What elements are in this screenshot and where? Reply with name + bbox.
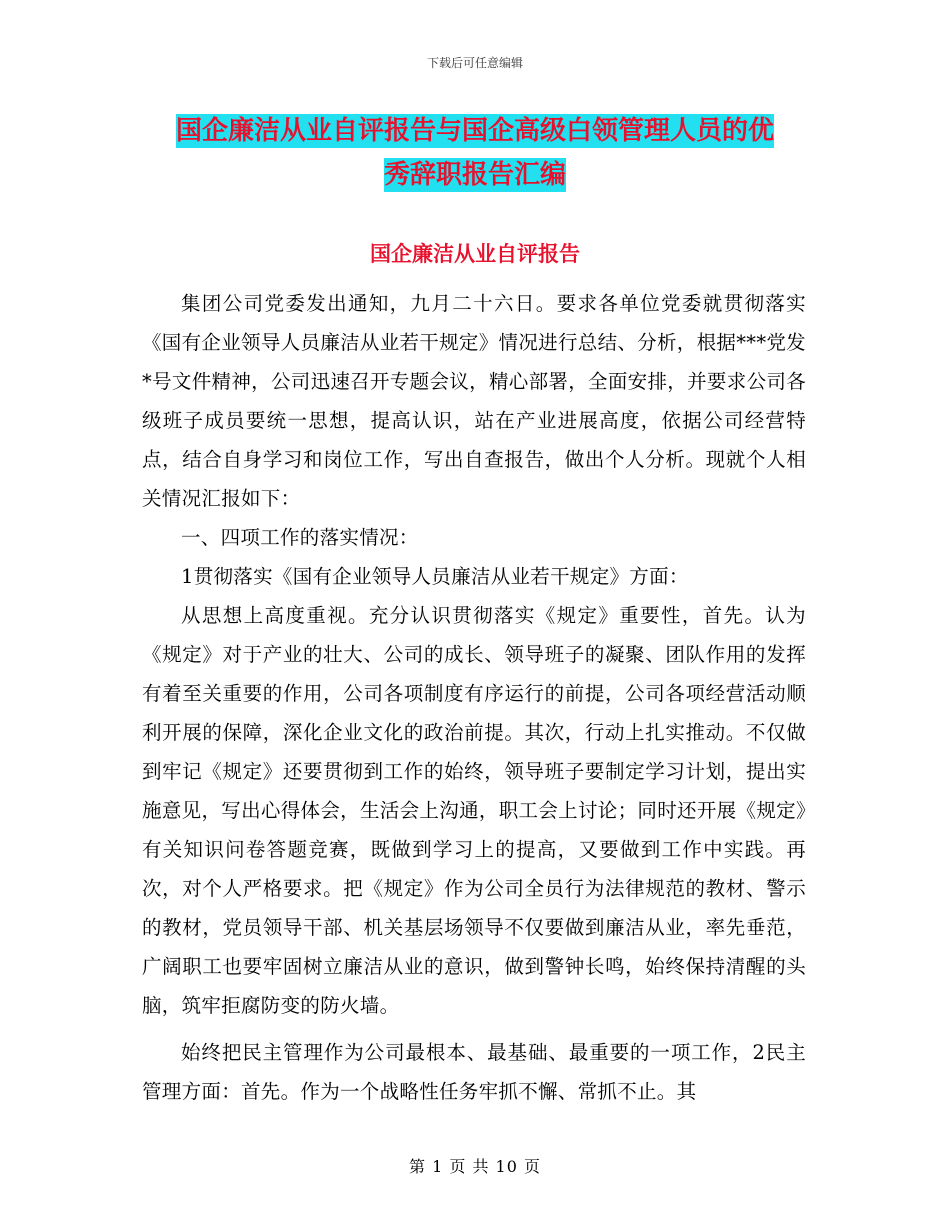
document-title-line-2 [140, 148, 810, 202]
paragraph: 1贯彻落实《国有企业领导人员廉洁从业若干规定》方面： [181, 565, 689, 588]
paragraph: 集团公司党委发出通知，九月二十六日。要求各单位党委就贯彻落实《国有企业领导人员廉洁从业若干规定》情况进行总结、分析，根据***党发*号文件精神，公司迅速召开专题会议，精心部署，全面安排，并要求公司各级班子成员要统一思想，提高认识，站在产业进展高度，依据公司经营特点，结合自身学习和岗位工作，写出自查报告，做出个人分析。现就个人相关情况汇报如下： [142, 292, 806, 510]
paragraph: 从思想上高度重视。充分认识贯彻落实《规定》重要性，首先。认为《规定》对于产业的壮大、公司的成长、领导班子的凝聚、团队作用的发挥有着至关重要的作用，公司各项制度有序运行的前提，公司各项经营活动顺利开展的保障，深化企业文化的政治前提。其次，行动上扎实推动。不仅做到牢记《规定》还要贯彻到工作的始终，领导班子要制定学习计划，提出实施意见，写出心得体会，生活会上沟通，职工会上讨论；同时还开展《规定》有关知识问卷答题竞赛，既做到学习上的提高，又要做到工作中实践。再次，对个人严格要求。把《规定》作为公司全员行为法律规范的教材、警示的教材，党员领导干部、机关基层场领导不仅要做到廉洁从业，率先垂范，广阔职工也要牢固树立廉洁从业的意识，做到警钟长鸣，始终保持清醒的头脑，筑牢拒腐防变的防火墙。 [142, 604, 806, 1017]
header-note: 下载后可任意编辑 [426, 56, 523, 70]
title-highlight: 国企廉洁从业自评报告与国企高级白领管理人员的优 [175, 116, 774, 146]
page-footer: 第 1 页 共 10 页 [409, 1157, 541, 1176]
paragraph: 始终把民主管理作为公司最根本、最基础、最重要的一项工作，2民主管理方面：首先。作为一个战略性任务牢抓不懈、常抓不止。其 [142, 1041, 806, 1103]
paragraph: 一、四项工作的落实情况： [181, 526, 419, 549]
section-title: 国企廉洁从业自评报告 [370, 241, 580, 266]
document-body [142, 284, 806, 1111]
title-highlight: 秀辞职报告汇编 [383, 160, 566, 190]
